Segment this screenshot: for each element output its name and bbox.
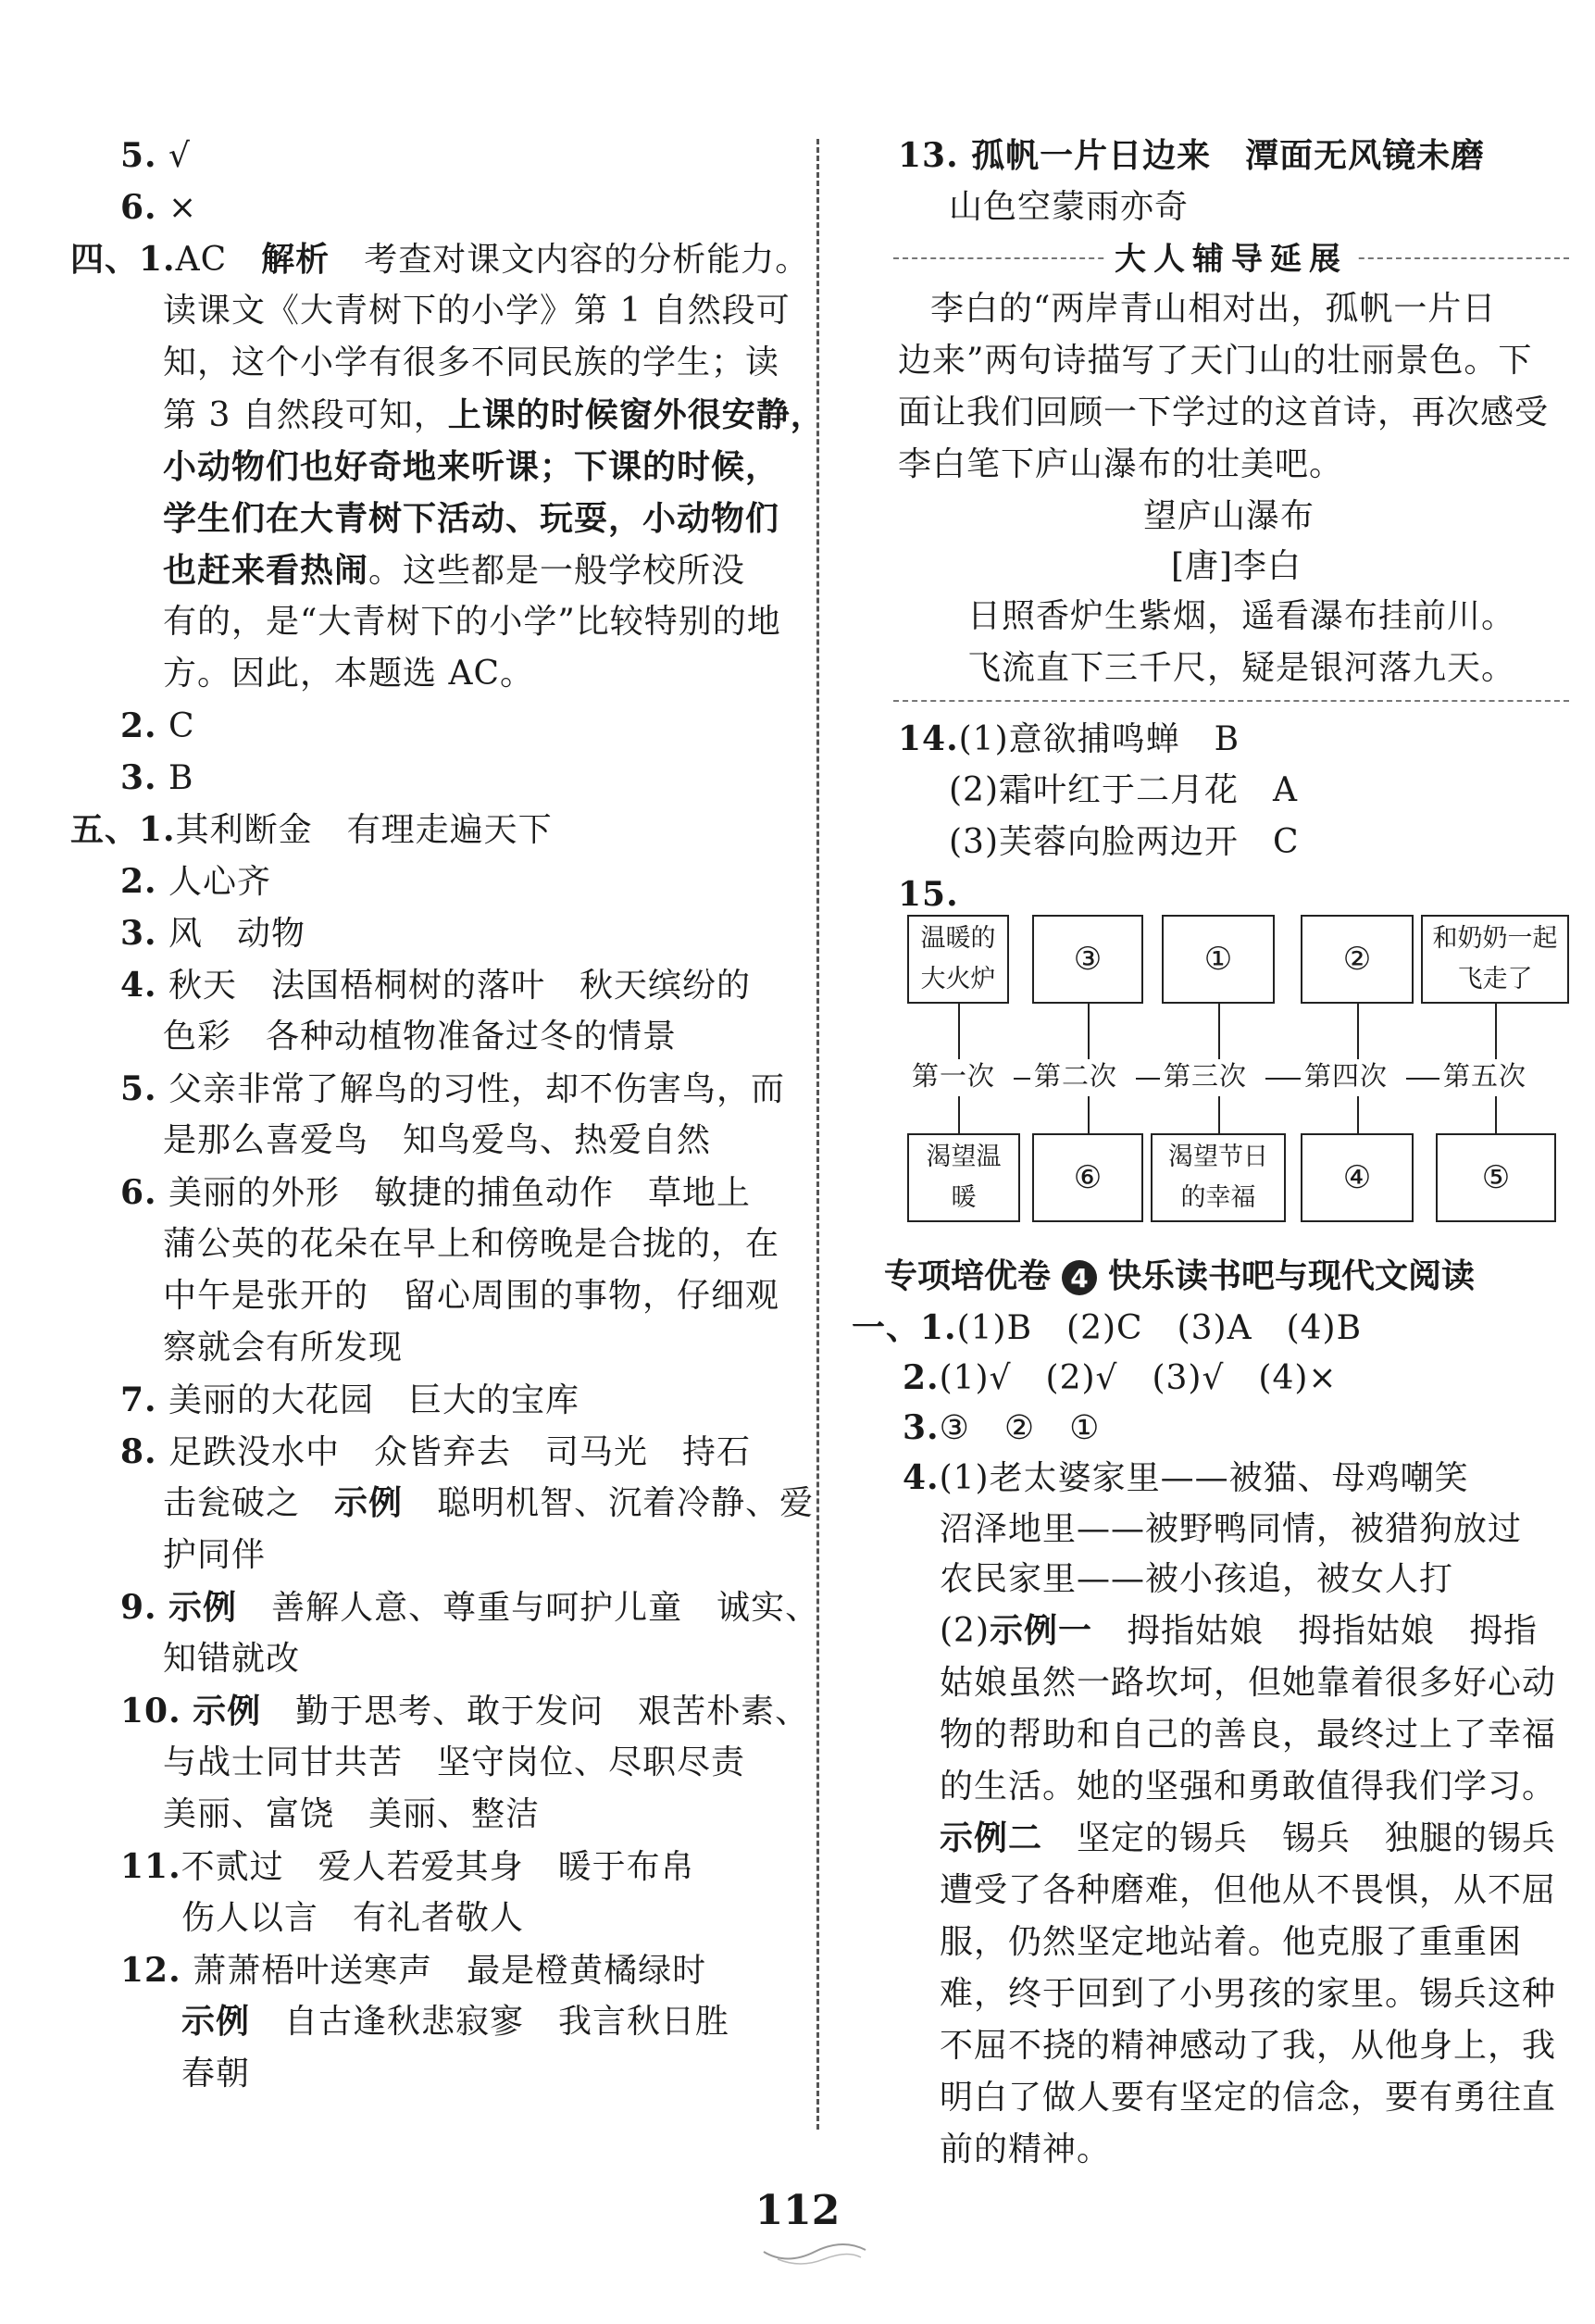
- answer-line: 示例 自古逢秋悲寂寥 我言秋日胜: [181, 2003, 730, 2041]
- answer-line: 知，这个小学有很多不同民族的学生；读: [163, 344, 780, 381]
- answer-line: 物的帮助和自己的善良，最终过上了幸福: [940, 1716, 1557, 1754]
- answer-line: 2. 人心齐: [120, 862, 272, 901]
- answer-line: 3. B: [120, 758, 194, 797]
- section-label: 专项培优卷: [884, 1257, 1052, 1295]
- answer-line: 3.③ ② ①: [903, 1408, 1101, 1447]
- answer-line: 11.不贰过 爱人若爱其身 暖于布帛: [120, 1847, 695, 1886]
- q14-line: (2)霜叶红于二月花 A: [949, 771, 1298, 809]
- q15-number: 15.: [898, 875, 959, 914]
- answer-line: 护同伴: [163, 1536, 267, 1574]
- q13-line: 13. 孤帆一片日边来 潭面无风镜未磨: [898, 136, 1486, 175]
- page-number: 112: [754, 2187, 841, 2234]
- q13-line: 山色空蒙雨亦奇: [949, 188, 1190, 226]
- poem-line: 飞流直下三千尺，疑是银河落九天。: [967, 649, 1516, 687]
- answer-line: 服，仍然坚定地站着。他克服了重重困: [940, 1923, 1523, 1961]
- poem-line: 日照香炉生紫烟，遥看瀑布挂前川。: [967, 597, 1516, 635]
- answer-line: 春朝: [181, 2055, 251, 2093]
- answer-line: 4. 秋天 法国梧桐树的落叶 秋天缤纷的: [120, 966, 752, 1005]
- answer-line: 遭受了各种磨难，但他从不畏惧，从不屈: [940, 1871, 1557, 1909]
- answer-line: 7. 美丽的大花园 巨大的宝库: [120, 1381, 580, 1419]
- answer-line: 前的精神。: [940, 2130, 1112, 2168]
- diagram-top-box: ①: [1162, 915, 1275, 1004]
- extension-bottom-rule: [893, 700, 1569, 702]
- answer-line: 色彩 各种动植物准备过冬的情景: [163, 1018, 678, 1056]
- section-title: 快乐读书吧与现代文阅读: [1108, 1257, 1476, 1295]
- answer-line: 6. ×: [120, 188, 198, 227]
- answer-line: 4.(1)老太婆家里——被猫、母鸡嘲笑: [903, 1458, 1469, 1497]
- q15-diagram: [893, 915, 1569, 1220]
- poem-author: [唐]李白: [1171, 547, 1302, 585]
- diagram-bottom-box: ⑤: [1436, 1133, 1556, 1222]
- answer-line: 明白了做人要有坚定的信念，要有勇往直: [940, 2079, 1557, 2117]
- extension-paragraph: 边来”两句诗描写了天门山的壮丽景色。下: [898, 342, 1533, 380]
- sequence-label: 第二次: [1034, 1060, 1118, 1092]
- extension-paragraph: 李白的“两岸青山相对出，孤帆一片日: [930, 290, 1497, 328]
- answer-line: 知错就改: [163, 1640, 301, 1678]
- answer-line: 10. 示例 勤于思考、敢于发问 艰苦朴素、: [120, 1692, 810, 1731]
- sequence-label: 第五次: [1443, 1060, 1527, 1092]
- answer-line: 2. C: [120, 706, 195, 745]
- answer-line: 中午是张开的 留心周围的事物，仔细观: [163, 1277, 780, 1315]
- diagram-bottom-box: 渴望节日的幸福: [1151, 1133, 1286, 1222]
- diagram-bottom-box: 渴望温暖: [907, 1133, 1020, 1222]
- section-badge: 4: [1062, 1260, 1097, 1295]
- answer-line: 读课文《大青树下的小学》第 1 自然段可: [163, 292, 791, 330]
- answer-line: 的生活。她的坚强和勇敢值得我们学习。: [940, 1768, 1557, 1805]
- answer-line: (2)示例一 拇指姑娘 拇指姑娘 拇指: [940, 1612, 1539, 1650]
- diagram-bottom-box: ⑥: [1032, 1133, 1143, 1222]
- answer-line: 5. 父亲非常了解鸟的习性，却不伤害鸟，而: [120, 1069, 786, 1108]
- answer-line: 姑娘虽然一路坎坷，但她靠着很多好心动: [940, 1664, 1557, 1702]
- answer-line: 小动物们也好奇地来听课；下课的时候，: [163, 447, 780, 486]
- diagram-top-box: 和奶奶一起飞走了: [1421, 915, 1569, 1004]
- answer-line: 也赶来看热闹。这些都是一般学校所没: [163, 551, 746, 590]
- answer-line: 沼泽地里——被野鸭同情，被猎狗放过: [940, 1510, 1523, 1548]
- answer-line: 是那么喜爱鸟 知鸟爱鸟、热爱自然: [163, 1121, 712, 1159]
- answer-line: 察就会有所发现: [163, 1329, 404, 1367]
- answer-line: 一、1.(1)B (2)C (3)A (4)B: [852, 1308, 1363, 1347]
- answer-line: 伤人以言 有礼者敬人: [181, 1899, 525, 1937]
- answer-line: 示例二 坚定的锡兵 锡兵 独腿的锡兵: [940, 1819, 1557, 1857]
- diagram-top-box: ③: [1032, 915, 1143, 1004]
- answer-line: 5. √: [120, 136, 191, 175]
- answer-line: 击瓮破之 示例 聪明机智、沉着冷静、爱: [163, 1484, 815, 1522]
- answer-line: 2.(1)√ (2)√ (3)√ (4)×: [903, 1358, 1338, 1397]
- answer-line: 方。因此，本题选 AC。: [163, 655, 534, 693]
- answer-line: 9. 示例 善解人意、尊重与呵护儿童 诚实、: [120, 1588, 820, 1627]
- answer-line: 有的，是“大青树下的小学”比较特别的地: [163, 603, 781, 641]
- diagram-top-box: ②: [1301, 915, 1414, 1004]
- answer-line: 3. 风 动物: [120, 914, 306, 953]
- diagram-bottom-box: ④: [1301, 1133, 1414, 1222]
- answer-line: 6. 美丽的外形 敏捷的捕鱼动作 草地上: [120, 1173, 752, 1212]
- answer-line: 第 3 自然段可知，上课的时候窗外很安静，: [163, 395, 825, 434]
- answer-line: 美丽、富饶 美丽、整洁: [163, 1795, 541, 1833]
- answer-line: 蒲公英的花朵在早上和傍晚是合拢的，在: [163, 1225, 780, 1263]
- extension-title: 大人辅导延展: [1106, 233, 1356, 279]
- answer-line: 与战士同甘共苦 坚守岗位、尽职尽责: [163, 1743, 746, 1781]
- section-heading: [884, 1250, 1475, 1297]
- poem-title: 望庐山瀑布: [1143, 497, 1315, 535]
- q14-line: 14.(1)意欲捕鸣蝉 B: [898, 719, 1240, 758]
- answer-line: 难，终于回到了小男孩的家里。锡兵这种: [940, 1975, 1557, 2013]
- answer-line: 五、1.其利断金 有理走遍天下: [70, 810, 553, 849]
- answer-line: 学生们在大青树下活动、玩耍，小动物们: [163, 499, 780, 538]
- answer-line: 农民家里——被小孩追，被女人打: [940, 1560, 1454, 1598]
- answer-line: 8. 足跌没水中 众皆弃去 司马光 持石: [120, 1432, 752, 1471]
- wave-ornament-icon: [759, 2233, 870, 2270]
- q14-line: (3)芙蓉向脸两边开 C: [949, 823, 1300, 861]
- answer-line: 四、1.AC 解析 考查对课文内容的分析能力。: [70, 240, 810, 279]
- sequence-label: 第三次: [1164, 1060, 1248, 1092]
- answer-line: 12. 萧萧梧叶送寒声 最是橙黄橘绿时: [120, 1951, 707, 1990]
- extension-paragraph: 李白笔下庐山瀑布的壮美吧。: [898, 445, 1344, 483]
- extension-header: [893, 239, 1569, 276]
- diagram-top-box: 温暖的大火炉: [907, 915, 1009, 1004]
- sequence-label: 第四次: [1304, 1060, 1389, 1092]
- extension-paragraph: 面让我们回顾一下学过的这首诗，再次感受: [898, 394, 1550, 431]
- answer-line: 不屈不挠的精神感动了我，从他身上，我: [940, 2027, 1557, 2065]
- sequence-label: 第一次: [912, 1060, 996, 1092]
